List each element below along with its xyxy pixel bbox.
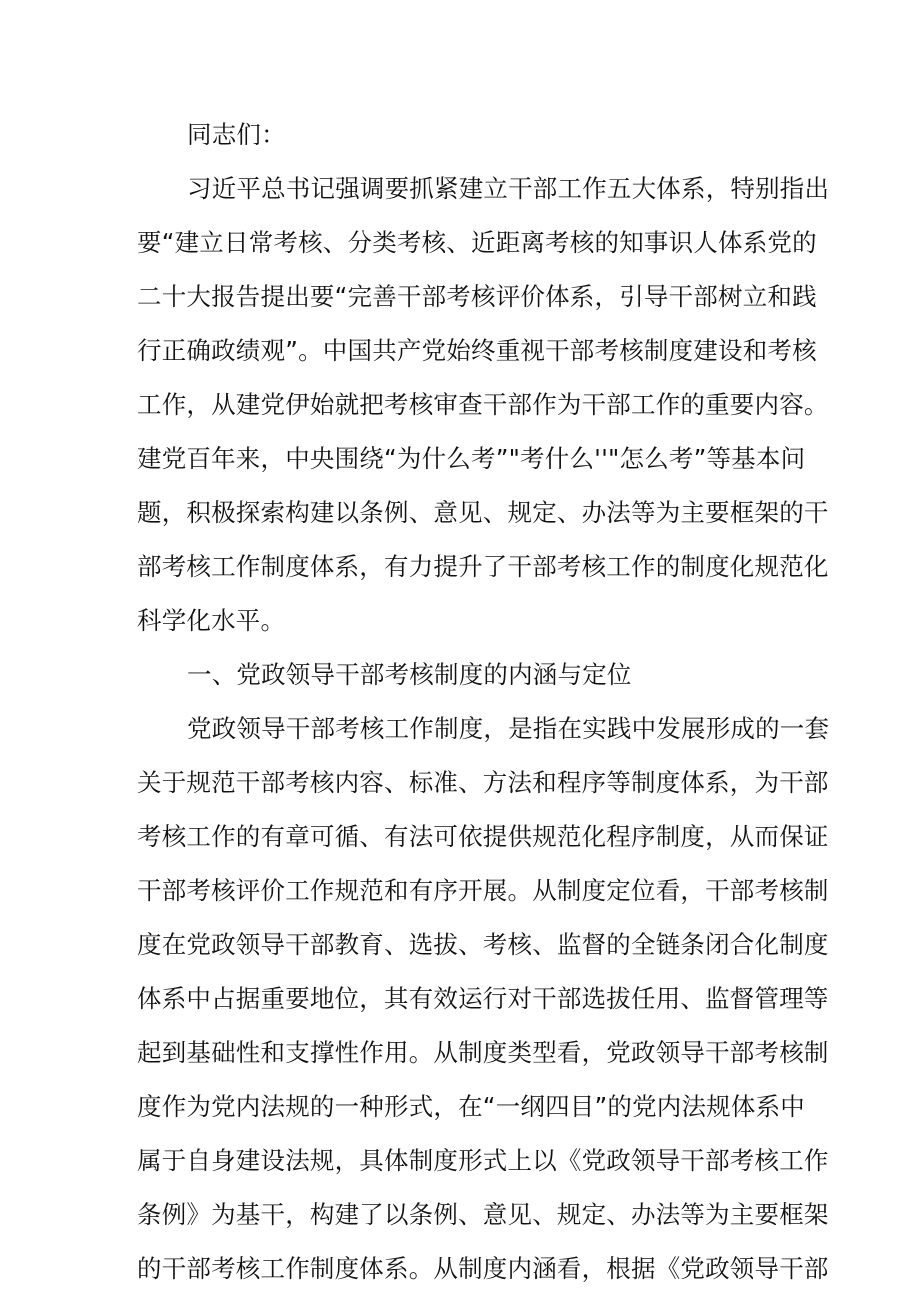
paragraph-line: 行正确政绩观”。中国共产党始终重视干部考核制度建设和考核	[137, 336, 817, 365]
paragraph-line: 关于规范干部考核内容、标准、方法和程序等制度体系，为干部	[137, 768, 829, 797]
paragraph-line: 党政领导干部考核工作制度，是指在实践中发展形成的一套	[187, 714, 830, 743]
paragraph-line: 科学化水平。	[137, 606, 286, 635]
paragraph-line: 建党百年来，中央围绕“为什么考”"考什么''"怎么考”等基本问	[137, 444, 806, 473]
paragraph-line: 要“建立日常考核、分类考核、近距离考核的知事识人体系党的	[137, 228, 817, 257]
paragraph-line: 起到基础性和支撑性作用。从制度类型看，党政领导干部考核制	[137, 1038, 829, 1067]
paragraph-line: 题，积极探索构建以条例、意见、规定、办法等为主要框架的干	[137, 498, 829, 527]
paragraph-line: 二十大报告提出要“完善干部考核评价体系，引导干部树立和践	[137, 282, 817, 311]
document-body	[137, 112, 830, 1300]
paragraph-line: 的干部考核工作制度体系。从制度内涵看，根据《党政领导干部	[137, 1254, 829, 1283]
paragraph-line: 体系中占据重要地位，其有效运行对干部选拔任用、监督管理等	[137, 984, 829, 1013]
paragraph-line: 部考核工作制度体系，有力提升了干部考核工作的制度化规范化	[137, 552, 829, 581]
paragraph-line: 习近平总书记强调要抓紧建立干部工作五大体系，特别指出	[187, 174, 830, 203]
paragraph-line: 条例》为基干，构建了以条例、意见、规定、办法等为主要框架	[137, 1200, 829, 1229]
section-heading: 一、党政领导干部考核制度的内涵与定位	[187, 660, 632, 689]
paragraph-line: 干部考核评价工作规范和有序开展。从制度定位看，干部考核制	[137, 876, 829, 905]
paragraph-line: 工作，从建党伊始就把考核审查干部作为干部工作的重要内容。	[137, 390, 829, 419]
paragraph-line: 属于自身建设法规，具体制度形式上以《党政领导干部考核工作	[137, 1146, 829, 1175]
paragraph-line: 度在党政领导干部教育、选拔、考核、监督的全链条闭合化制度	[137, 930, 829, 959]
salutation: 同志们：	[187, 120, 286, 149]
paragraph-line: 考核工作的有章可循、有法可依提供规范化程序制度，从而保证	[137, 822, 829, 851]
paragraph-line: 度作为党内法规的一种形式，在“一纲四目”的党内法规体系中	[137, 1092, 805, 1121]
